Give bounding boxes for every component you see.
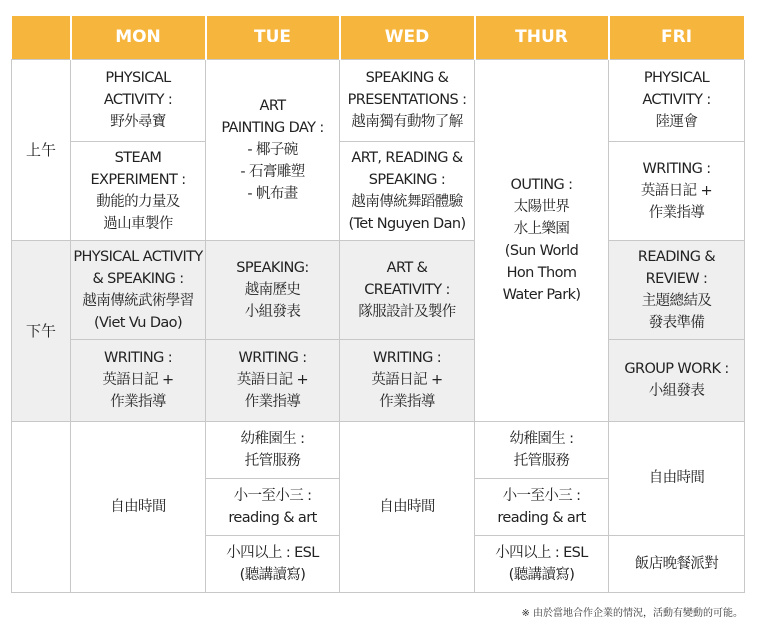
cell-line: 托管服務 — [244, 452, 301, 469]
cell-line: ART & — [386, 259, 428, 276]
cell-line: STEAM — [114, 149, 162, 166]
cell-line: 動能的力量及 — [96, 193, 180, 210]
cell-line: 隊服設計及製作 — [358, 303, 456, 320]
cell-line: ACTIVITY : — [642, 92, 711, 108]
morning-row-1 — [12, 59, 745, 141]
cell-line: 英語日記 + — [236, 372, 309, 388]
cell-evening-thur-2 — [475, 478, 609, 535]
afternoon-row-1 — [12, 240, 745, 339]
cell-evening-wed: 自由時間 — [340, 421, 475, 592]
period-afternoon: 下午 — [12, 240, 71, 421]
header-corner — [12, 16, 71, 59]
cell-line: GROUP WORK : — [624, 361, 729, 377]
cell-line: REVIEW : — [645, 270, 708, 287]
cell-line: - 椰子碗 — [247, 141, 298, 158]
cell-line: 作業指導 — [648, 204, 705, 221]
period-morning: 上午 — [12, 59, 71, 240]
cell-afternoon-wed-1 — [340, 240, 475, 339]
cell-line: 主題總結及 — [641, 292, 712, 309]
cell-line: 作業指導 — [244, 394, 301, 410]
cell-line: 小一至小三 : — [233, 487, 312, 504]
evening-row-1 — [12, 421, 745, 478]
cell-line: ACTIVITY : — [103, 92, 173, 108]
cell-afternoon-fri-2 — [609, 339, 745, 421]
cell-line: (Tet Nguyen Dan) — [348, 215, 466, 232]
cell-line: (Viet Vu Dao) — [93, 314, 182, 331]
header-row — [12, 16, 745, 59]
cell-line: 越南獨有動物了解 — [351, 114, 463, 130]
cell-morning-fri-1 — [609, 59, 745, 141]
cell-morning-fri-2 — [609, 141, 745, 240]
cell-line: 小一至小三 : — [502, 487, 581, 504]
morning-row-2 — [12, 141, 745, 240]
cell-line: 陸運會 — [655, 114, 698, 130]
cell-line: PAINTING DAY : — [221, 119, 324, 136]
cell-afternoon-wed-2 — [340, 339, 475, 421]
cell-afternoon-mon-2 — [71, 339, 206, 421]
cell-line: WRITING : — [238, 350, 307, 366]
cell-evening-thur-3 — [475, 535, 609, 592]
afternoon-row-2 — [12, 339, 745, 421]
cell-line: 幼稚園生 : — [509, 430, 574, 447]
cell-line: 小組發表 — [648, 383, 705, 399]
cell-line: WRITING : — [373, 350, 441, 366]
header-fri: FRI — [609, 16, 745, 59]
cell-afternoon-tue-2 — [206, 339, 340, 421]
cell-evening-fri-2: 飯店晚餐派對 — [609, 535, 745, 592]
cell-evening-fri-1: 自由時間 — [609, 421, 745, 535]
cell-line: 越南傳統武術學習 — [82, 292, 194, 309]
cell-line: Hon Thom — [506, 265, 577, 281]
cell-line: EXPERIMENT : — [90, 171, 186, 188]
cell-line: - 石膏雕塑 — [240, 163, 305, 180]
cell-morning-wed-2 — [340, 141, 475, 240]
cell-line: 小四以上 : ESL — [495, 544, 588, 561]
cell-line: SPEAKING & — [365, 70, 449, 86]
cell-line: 野外尋寶 — [110, 114, 166, 130]
cell-line: 小組發表 — [244, 303, 301, 320]
header-tue: TUE — [206, 16, 340, 59]
cell-line: SPEAKING : — [368, 171, 446, 188]
cell-thur-outing — [475, 59, 609, 421]
cell-line: (Sun World — [504, 243, 579, 259]
cell-line: 英語日記 + — [640, 182, 713, 199]
header-wed: WED — [340, 16, 475, 59]
cell-line: 幼稚園生 : — [240, 430, 305, 447]
cell-line: 越南歷史 — [244, 281, 301, 298]
cell-line: 水上樂園 — [513, 221, 570, 237]
cell-line: 作業指導 — [379, 394, 435, 410]
cell-line: OUTING : — [510, 177, 573, 193]
cell-line: 越南傳統舞蹈體驗 — [351, 193, 463, 210]
schedule-table — [11, 16, 746, 593]
cell-afternoon-tue-1 — [206, 240, 340, 339]
cell-evening-mon: 自由時間 — [71, 421, 206, 592]
cell-line: PHYSICAL — [105, 70, 171, 86]
cell-morning-tue — [206, 59, 340, 240]
cell-line: 作業指導 — [110, 394, 166, 410]
footnote: ※ 由於當地合作企業的情況，活動有變動的可能。 — [521, 608, 743, 619]
cell-line: ART, READING & — [351, 149, 463, 166]
header-mon: MON — [71, 16, 206, 59]
cell-line: ART — [259, 97, 286, 114]
cell-line: WRITING : — [642, 160, 711, 177]
cell-evening-tue-1 — [206, 421, 340, 478]
cell-evening-tue-3 — [206, 535, 340, 592]
cell-morning-mon-2 — [71, 141, 206, 240]
cell-line: reading & art — [497, 509, 586, 526]
cell-line: CREATIVITY : — [364, 281, 450, 298]
cell-line: 英語日記 + — [371, 372, 443, 388]
cell-line: 英語日記 + — [102, 372, 174, 388]
cell-line: SPEAKING: — [236, 259, 309, 276]
cell-afternoon-mon-1 — [71, 240, 206, 339]
cell-line: 過山車製作 — [103, 215, 173, 232]
cell-afternoon-fri-1 — [609, 240, 745, 339]
cell-line: reading & art — [228, 509, 317, 526]
cell-evening-tue-2 — [206, 478, 340, 535]
cell-line: - 帆布畫 — [247, 185, 298, 202]
cell-line: 發表準備 — [648, 314, 705, 331]
cell-line: 小四以上 : ESL — [226, 544, 319, 561]
cell-line: PHYSICAL — [643, 70, 710, 86]
cell-line: Water Park) — [502, 287, 581, 303]
cell-evening-thur-1 — [475, 421, 609, 478]
cell-morning-wed-1 — [340, 59, 475, 141]
cell-line: PRESENTATIONS : — [347, 92, 467, 108]
cell-line: 太陽世界 — [513, 199, 570, 215]
cell-morning-mon-1 — [71, 59, 206, 141]
cell-line: WRITING : — [104, 350, 172, 366]
cell-line: READING & — [637, 248, 716, 265]
cell-line: PHYSICAL ACTIVITY — [73, 248, 203, 265]
cell-line: 托管服務 — [513, 452, 570, 469]
header-thur: THUR — [475, 16, 609, 59]
cell-line: (聽講讀寫) — [508, 566, 575, 583]
cell-line: & SPEAKING : — [92, 270, 184, 287]
period-evening — [12, 421, 71, 592]
cell-line: (聽講讀寫) — [239, 566, 306, 583]
